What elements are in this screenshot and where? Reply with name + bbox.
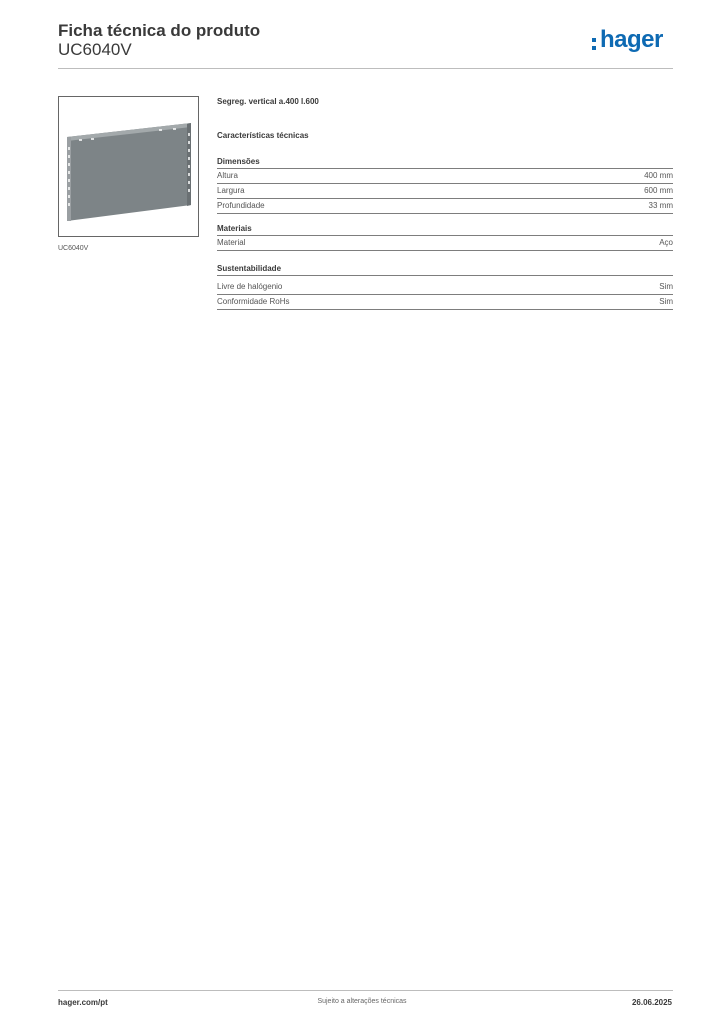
- spec-group-dimensions: [217, 155, 673, 214]
- footer-date: 26.06.2025: [631, 998, 672, 1007]
- spec-value: 600 mm: [644, 186, 673, 195]
- spec-label: Material: [217, 238, 246, 247]
- logo-dots-icon: [592, 38, 597, 52]
- logo-text: hager: [600, 26, 663, 53]
- header-divider: [58, 68, 673, 69]
- spec-group-title: Sustentabilidade: [217, 262, 673, 276]
- spec-group-title: Materiais: [217, 222, 673, 236]
- spec-value: 400 mm: [644, 171, 673, 180]
- footer-website-link[interactable]: hager.com/pt: [58, 998, 108, 1007]
- spec-value: 33 mm: [648, 201, 673, 210]
- spec-label: Conformidade RoHs: [217, 297, 290, 306]
- spec-row: [217, 169, 673, 184]
- spec-value: Aço: [659, 238, 673, 247]
- spec-row: [217, 280, 673, 295]
- spec-row: [217, 295, 673, 310]
- image-caption: UC6040V: [58, 245, 89, 252]
- metal-partition-plate-image: [59, 97, 198, 236]
- spec-group-materials: [217, 222, 673, 251]
- spec-row: [217, 236, 673, 251]
- footer-notice: Sujeito a alterações técnicas: [317, 998, 407, 1005]
- spec-label: Profundidade: [217, 201, 265, 210]
- spec-value: Sim: [659, 297, 673, 306]
- page-title: Ficha técnica do produto: [58, 21, 261, 40]
- spec-label: Livre de halógenio: [217, 282, 283, 291]
- product-image: [58, 96, 199, 237]
- hager-logo[interactable]: [592, 26, 674, 58]
- spec-label: Largura: [217, 186, 245, 195]
- spec-label: Altura: [217, 171, 238, 180]
- spec-value: Sim: [659, 282, 673, 291]
- product-code: UC6040V: [58, 40, 132, 59]
- product-description: Segreg. vertical a.400 l.600: [217, 97, 319, 106]
- specs-section-title: Características técnicas: [217, 131, 309, 140]
- footer-divider: [58, 990, 673, 991]
- spec-row: [217, 184, 673, 199]
- spec-group-title: Dimensões: [217, 155, 673, 169]
- spec-row: [217, 199, 673, 214]
- spec-group-sustainability: [217, 262, 673, 310]
